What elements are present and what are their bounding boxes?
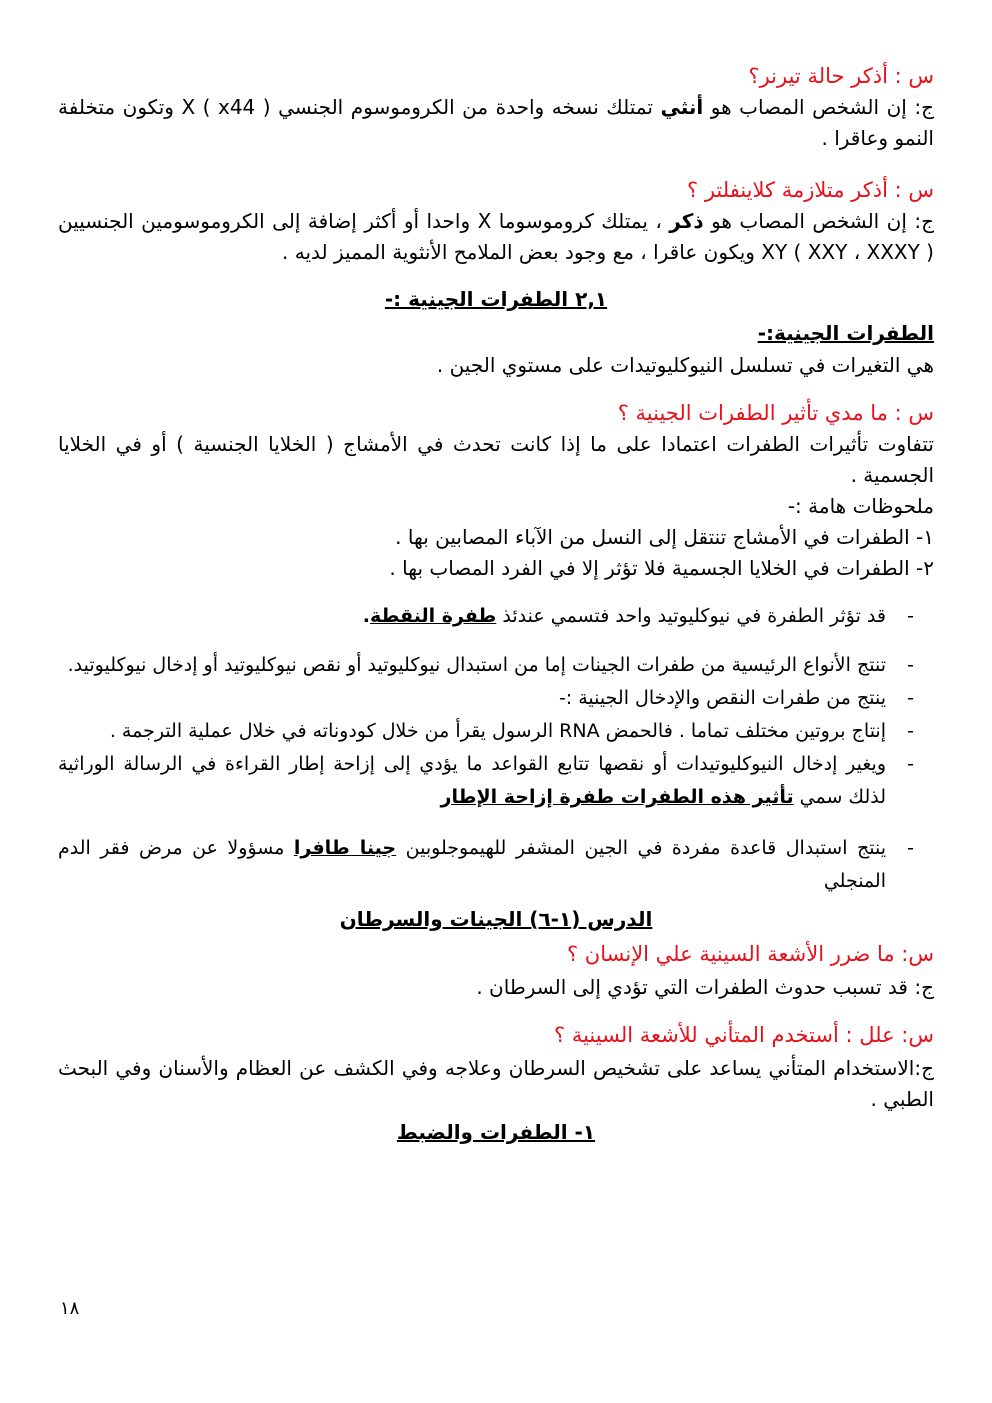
- bullet-6-pre: ينتج استبدال قاعدة مفردة في الجين المشفر للهيموجلوبين: [396, 837, 886, 859]
- xray-use-answer: ج:الاستخدام المتأني يساعد على تشخيص السرطان وعلاجه وفي الكشف عن العظام والأسنان وفي البحث الطبي .: [58, 1056, 934, 1111]
- bullet-list: [58, 600, 934, 898]
- turner-answer-post: تمتلك نسخه واحدة من الكروموسوم الجنسي X ( x44 ) وتكون متخلفة النمو وعاقرا .: [58, 95, 934, 150]
- bottom-title: ١- الطفرات والضبط: [396, 1120, 596, 1144]
- klinefelter-answer-pre: ج: إن الشخص المصاب هو: [703, 209, 935, 233]
- note-2: ٢- الطفرات في الخلايا الجسمية فلا تؤثر إلا في الفرد المصاب بها .: [389, 556, 934, 580]
- bullet-5-underlined: تأثير هذه الطفرات طفرة إزاحة الإطار: [440, 786, 794, 808]
- bullet-mutation-types: - تنتج الأنواع الرئيسية من طفرات الجينات إما من استبدال نيوكليوتيد أو نقص نيوكليوتيد أو إدخال نيوكليوتيد.: [58, 649, 934, 682]
- turner-answer: [58, 92, 934, 154]
- klinefelter-answer-bold: ذكر: [669, 209, 704, 233]
- bullet-6-underlined: جينا طافرا: [293, 837, 397, 859]
- turner-question: س : أذكر حالة تيرنر؟: [748, 64, 934, 88]
- bullet-5-pre: ويغير إدخال النيوكليوتيدات أو نقصها تتابع القواعد ما يؤدي إلى إزاحة إطار القراءة في الرسالة الوراثية لذلك سمي: [58, 753, 886, 808]
- bullet-1-post: .: [362, 605, 370, 627]
- page-number: ١٨: [60, 1298, 80, 1319]
- effect-question: س : ما مدي تأثير الطفرات الجينية ؟: [617, 401, 934, 425]
- lesson-title: الدرس (١-٦) الجينات والسرطان: [339, 907, 653, 931]
- bullet-6-post: مسؤولا عن مرض فقر الدم المنجلي: [58, 837, 886, 892]
- definition-title: الطفرات الجينية:-: [757, 321, 934, 345]
- bullet-deletion-insertion: - ينتج من طفرات النقص والإدخال الجينية :-: [58, 682, 934, 715]
- turner-answer-bold: أنثي: [660, 95, 704, 119]
- klinefelter-answer-post: ، يمتلك كروموسوما X واحدا أو أكثر إضافة إلى الكروموسومين الجنسيين XY ( XXY ، XXXY ) ويكون عاقرا ، مع وجود بعض الملامح الأنثوية المميز لديه .: [58, 209, 934, 264]
- document-page: [58, 56, 934, 1147]
- bullet-frameshift: [58, 748, 934, 814]
- bullet-different-protein: - إنتاج بروتين مختلف تماما . فالحمض RNA الرسول يقرأ من خلال كودوناته في خلال عملية الترجمة .: [58, 715, 934, 748]
- bullet-1-pre: قد تؤثر الطفرة في نيوكليوتيد واحد فتسمي عندئذ: [496, 605, 886, 627]
- section-title: ٢,١ الطفرات الجينية :-: [384, 287, 608, 311]
- xray-harm-question: س: ما ضرر الأشعة السينية علي الإنسان ؟: [566, 942, 934, 966]
- xray-harm-answer: ج: قد تسبب حدوث الطفرات التي تؤدي إلى السرطان .: [476, 975, 934, 999]
- bullet-1-underlined: طفرة النقطة: [370, 605, 497, 627]
- bullet-point-mutation: [58, 600, 934, 633]
- klinefelter-question: س : أذكر متلازمة كلاينفلتر ؟: [687, 178, 934, 202]
- turner-answer-pre: ج: إن الشخص المصاب هو: [703, 95, 934, 119]
- xray-use-question: س: علل : أستخدم المتأني للأشعة السينية ؟: [554, 1023, 934, 1047]
- definition-text: هي التغيرات في تسلسل النيوكليوتيدات على مستوي الجين .: [436, 353, 934, 377]
- bullet-sickle-cell: [58, 832, 934, 898]
- note-1: ١- الطفرات في الأمشاج تنتقل إلى النسل من الآباء المصابين بها .: [395, 525, 934, 549]
- klinefelter-answer: [58, 206, 934, 268]
- effect-answer: تتفاوت تأثيرات الطفرات اعتمادا على ما إذا كانت تحدث في الأمشاج ( الخلايا الجنسية ) أو في الخلايا الجسمية .: [58, 432, 934, 487]
- notes-title: ملحوظات هامة :-: [787, 494, 934, 518]
